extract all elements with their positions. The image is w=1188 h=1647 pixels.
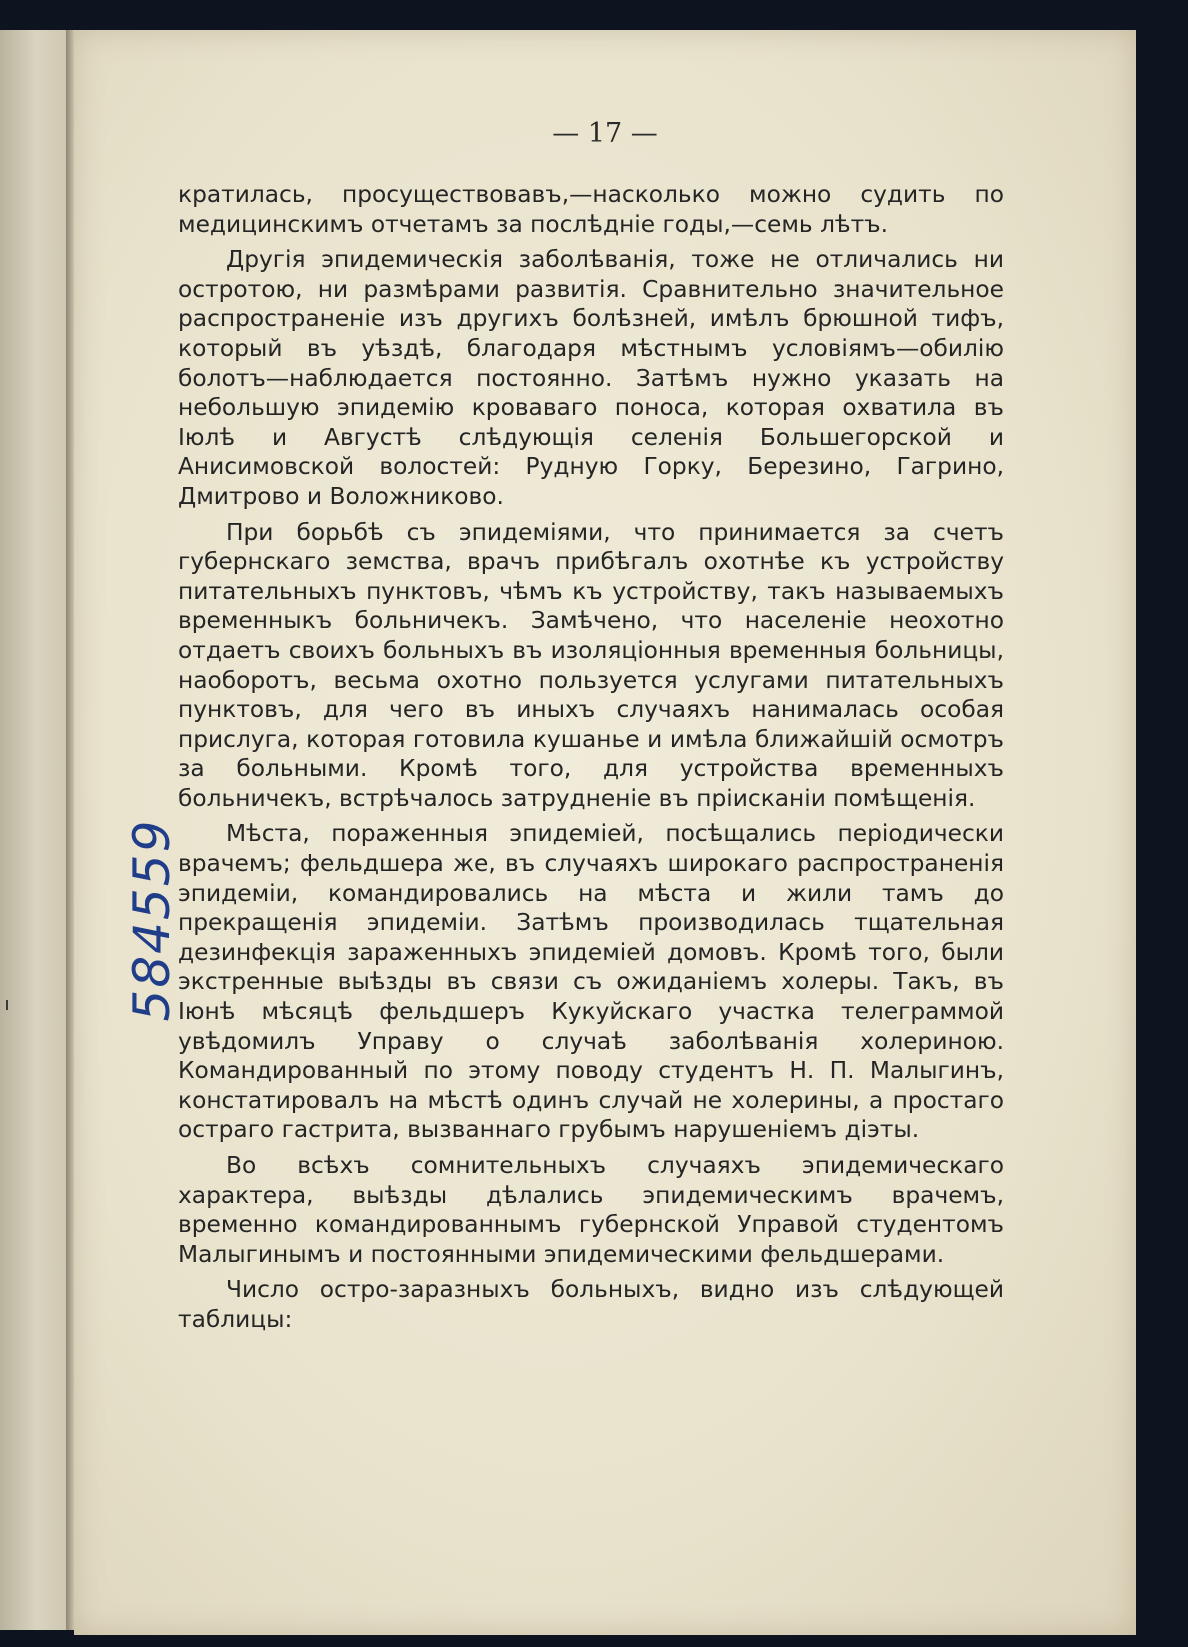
- paragraph-6: Число остро-заразныхъ больныхъ, видно изъ слѣдующей таблицы:: [178, 1276, 1004, 1333]
- book-spine: [66, 30, 74, 1630]
- paragraph-3: При борьбѣ съ эпидеміями, что принимается за счетъ губернскаго земства, врачъ прибѣгалъ охотнѣе къ устройству питательныхъ пунктовъ, чѣмъ къ устройству, такъ называемыхъ временныкъ больничекъ. Замѣчено, что населеніе неохотно отдаетъ своихъ больныхъ въ изоляціонныя временныя больницы, наоборотъ, весьма охотно пользуется услугами питательныхъ пунктовъ, для чего въ иныхъ случаяхъ нанималась особая прислуга, которая готовила кушанье и имѣла ближайшій осмотръ за больными. Кромѣ того, для устройства временныхъ больничекъ, встрѣчалось затрудненіе въ прiисканiи помѣщенія.: [178, 518, 1004, 812]
- scan-edge-mark: [6, 1000, 8, 1010]
- facing-page-edge: [0, 30, 66, 1630]
- inventory-number-text: 584559: [123, 818, 181, 1022]
- paragraph-1: кратилась, просуществовавъ,—насколько можно судить по медицинскимъ отчетамъ за послѣдніе годы,—семь лѣтъ.: [178, 181, 1004, 238]
- paragraph-4: Мѣста, пораженныя эпидеміей, посѣщались періодически врачемъ; фельдшера же, въ случаяхъ широкаго распространенія эпидеміи, командировались на мѣста и жили тамъ до прекращенія эпидеміи. Затѣмъ производилась тщательная дезинфекція зараженныхъ эпидеміей домовъ. Кромѣ того, были экстренные выѣзды въ связи съ ожиданіемъ холеры. Такъ, въ Іюнѣ мѣсяцѣ фельдшеръ Кукуйскаго участка телеграммой увѣдомилъ Управу о случаѣ заболѣванія холериною. Командированный по этому поводу студентъ Н. П. Малыгинъ, констатировалъ на мѣстѣ одинъ случай не холерины, а простаго остраго гастрита, вызваннаго грубымъ нарушеніемъ діэты.: [178, 820, 1004, 1144]
- page-number: — 17 —: [552, 118, 658, 149]
- paragraph-5: Во всѣхъ сомнительныхъ случаяхъ эпидемическаго характера, выѣзды дѣлались эпидемическимъ врачемъ, временно командированнымъ губернской Управой студентомъ Малыгинымъ и постоянными эпидемическими фельдшерами.: [178, 1152, 1004, 1268]
- body-text: [178, 180, 1004, 1335]
- paragraph-2: Другія эпидемическія заболѣванія, тоже не отличались ни остротою, ни размѣрами развитія. Сравнительно значительное распространеніе изъ другихъ болѣзней, имѣлъ брюшной тифъ, который въ уѣздѣ, благодаря мѣстнымъ условіямъ—обилію болотъ—наблюдается постоянно. Затѣмъ нужно указать на небольшую эпидемію кроваваго поноса, которая охватила въ Іюлѣ и Августѣ слѣдующія селенія Большегорской и Анисимовской волостей: Рудную Горку, Березино, Гагрино, Дмитрово и Воложниково.: [178, 246, 1004, 510]
- book-page: [74, 30, 1136, 1635]
- handwritten-inventory-number: [122, 790, 182, 1050]
